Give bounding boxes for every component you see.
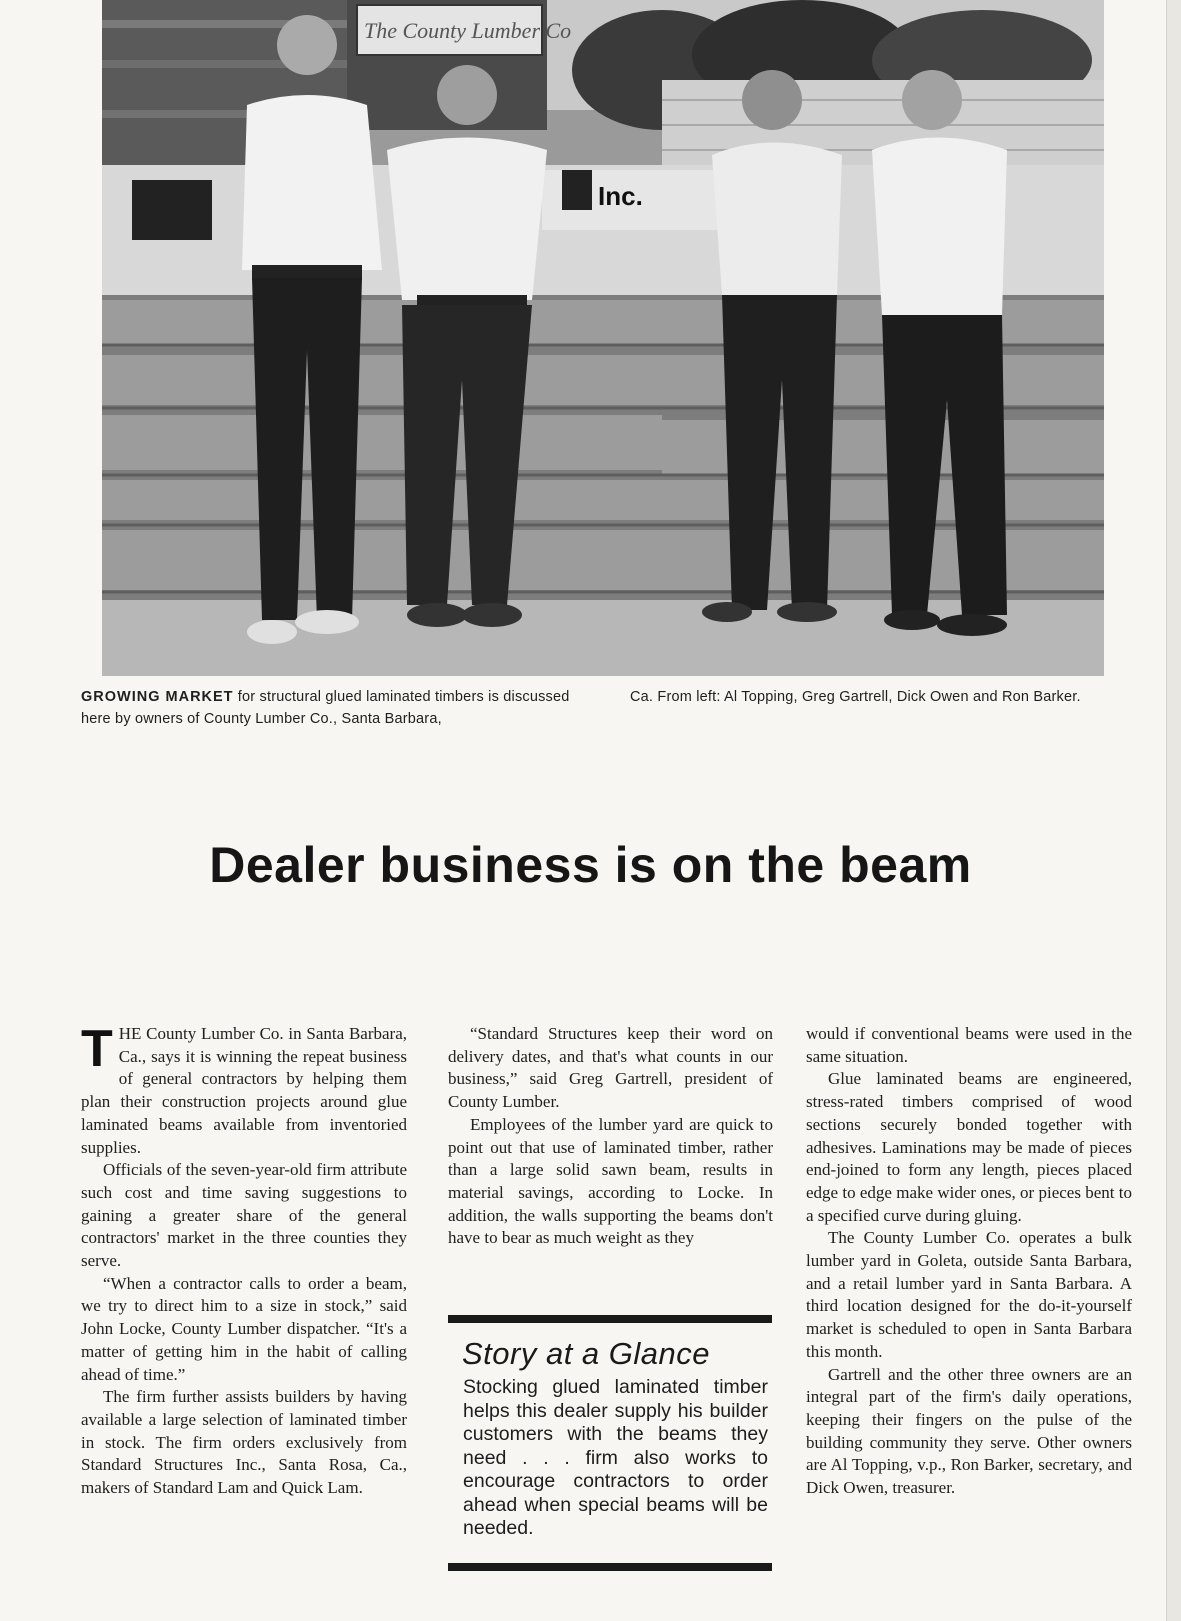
- paragraph: Glue laminated beams are engineered, stress-rated timbers comprised of wood sections securely bonded together with adhesives. Laminations may be made of pieces end-joined to form any length, pieces placed edge to edge make wider ones, or pieces bent to a specified curve during gluing.: [806, 1069, 1132, 1225]
- paragraph: Employees of the lumber yard are quick to point out that use of laminated timber, rather than a large solid sawn beam, results in material savings, according to Locke. In addition, the walls supporting the beams don't have to bear as much weight as they: [448, 1114, 773, 1248]
- article-column-3: [806, 1023, 1132, 1500]
- story-at-a-glance-box: [448, 1315, 772, 1571]
- banner-text: Inc.: [598, 181, 643, 211]
- sidebar-body: Stocking glued laminated timber helps this dealer supply his builder customers with the beams they need . . . firm also works to encourage contractors to order ahead when special beams will be needed.: [463, 1376, 768, 1539]
- paragraph: “Standard Structures keep their word on delivery dates, and that's what counts in our business,” said Greg Gartrell, president of County Lumber.: [448, 1024, 773, 1112]
- sidebar-top-rule: [448, 1315, 772, 1323]
- lumber-yard-photo: [102, 0, 1104, 676]
- article-column-2: [448, 1023, 773, 1250]
- sidebar-title: Story at a Glance: [462, 1336, 711, 1371]
- paragraph: Officials of the seven-year-old firm attribute such cost and time saving suggestions to gaining a greater share of the general contractors' market in the three counties they serve.: [81, 1160, 407, 1271]
- paragraph: Gartrell and the other three owners are an integral part of the firm's daily operations, keeping their fingers on the pulse of the building community they serve. Other owners are Al Topping, v.p., Ron Barker, secretary, and Dick Owen, treasurer.: [806, 1364, 1132, 1498]
- photo-caption-right: Ca. From left: Al Topping, Greg Gartrell, Dick Owen and Ron Barker.: [630, 689, 1081, 705]
- article-column-1: [81, 1020, 407, 1500]
- page-edge: [1166, 0, 1181, 1621]
- article-headline: Dealer business is on the beam: [209, 837, 972, 893]
- paragraph: “When a contractor calls to order a beam, we try to direct him to a size in stock,” said John Locke, County Lumber dispatcher. “It's a matter of getting him in the habit of calling ahead of time.”: [81, 1273, 407, 1384]
- paragraph: HE County Lumber Co. in Santa Barbara, Ca., says it is winning the repeat business of general contractors by helping them plan their construction projects around glue laminated beams available from inventoried supplies.: [81, 1024, 407, 1157]
- yard-sign-text: The County Lumber Co: [364, 18, 572, 43]
- sidebar-bottom-rule: [448, 1563, 772, 1571]
- drop-cap: T: [81, 1020, 113, 1078]
- caption-lead: GROWING MARKET: [81, 689, 234, 705]
- photo-caption-left: [81, 686, 581, 730]
- paragraph: would if conventional beams were used in the same situation.: [806, 1024, 1132, 1066]
- caption-left-text: for structural glued laminated timbers is discussed here by owners of County Lumber Co., Santa Barbara,: [81, 689, 570, 727]
- paragraph: The firm further assists builders by having available a large selection of laminated timber in stock. The firm orders exclusively from Standard Structures Inc., Santa Rosa, Ca., makers of Standard Lam and Quick Lam.: [81, 1387, 407, 1498]
- paragraph: The County Lumber Co. operates a bulk lumber yard in Goleta, outside Santa Barbara, and a retail lumber yard in Santa Barbara. A third location designed for the do-it-yourself market is scheduled to open in Santa Barbara this month.: [806, 1228, 1132, 1361]
